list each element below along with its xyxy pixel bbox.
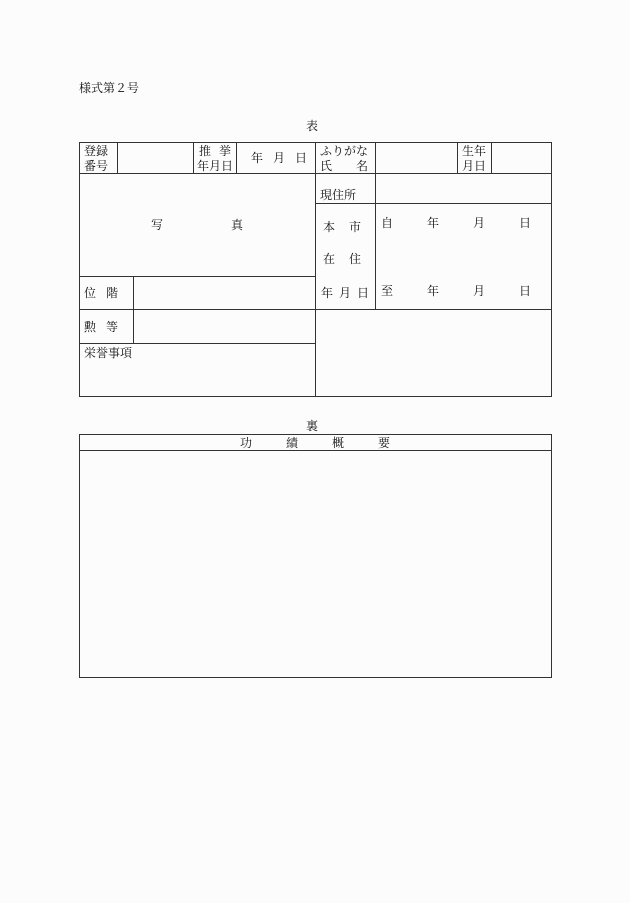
front-side-title: 表	[306, 119, 319, 133]
name-label: ふりがな 氏 名	[320, 144, 369, 173]
recommendation-date-value[interactable]: 年 月 日	[251, 151, 307, 165]
honors-value[interactable]	[81, 362, 314, 395]
registration-number-value[interactable]	[119, 144, 191, 172]
residence-period-label: 年 月 日	[321, 286, 369, 300]
birthdate-label: 生年 月日	[462, 144, 487, 173]
photo-area: 写 真	[151, 218, 243, 232]
honors-label: 栄誉事項	[84, 346, 133, 360]
rank-value[interactable]	[135, 278, 314, 308]
back-side-title: 裏	[306, 419, 319, 433]
current-address-label: 現住所	[320, 188, 357, 202]
decoration-value[interactable]	[135, 311, 314, 342]
achievements-summary-header: 功 績 概 要	[240, 436, 390, 450]
recommendation-date-label: 推 挙 年月日	[197, 144, 234, 173]
residence-from-date[interactable]: 自 年 月 日	[381, 216, 531, 230]
birthdate-value[interactable]	[493, 144, 549, 172]
residence-label: 本 市 在 住	[323, 220, 361, 266]
decoration-label: 勲 等	[84, 320, 118, 334]
form-number: 様式第２号	[79, 81, 140, 95]
achievements-summary-value[interactable]	[81, 452, 550, 676]
name-value[interactable]	[377, 144, 455, 172]
furigana-label: ふりがな	[320, 144, 369, 158]
rank-label: 位 階	[84, 286, 118, 300]
current-address-value[interactable]	[377, 175, 549, 202]
residence-to-date[interactable]: 至 年 月 日	[381, 284, 531, 298]
registration-number-label: 登録 番号	[84, 144, 109, 173]
